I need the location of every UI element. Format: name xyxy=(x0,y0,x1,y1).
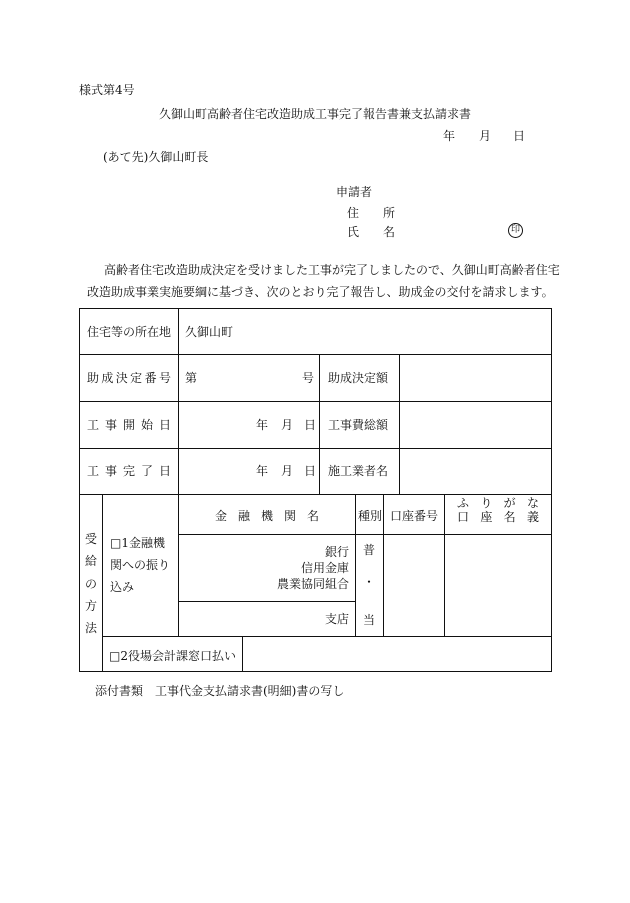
rule xyxy=(551,308,552,672)
contractor-label: 施工業者名 xyxy=(328,464,389,478)
label-char: が xyxy=(503,496,516,510)
address-char-1: 住 xyxy=(347,206,360,220)
attachments-note: 添付書類 工事代金支払請求書(明細)書の写し xyxy=(95,684,345,698)
start-year: 年 xyxy=(256,418,269,432)
application-table xyxy=(79,308,552,671)
label-char: の xyxy=(84,576,97,591)
label-char: 事 xyxy=(104,464,117,478)
seal-mark: 印 xyxy=(508,223,523,238)
rule xyxy=(319,354,320,494)
label-char: 機 xyxy=(260,509,273,523)
total-cost-label: 工事費総額 xyxy=(328,418,389,432)
label-char: 開 xyxy=(122,418,135,432)
label-char: 座 xyxy=(480,510,493,524)
body-text-line-1: 高齢者住宅改造助成決定を受けました工事が完了しましたので、久御山町高齢者住宅 xyxy=(104,263,560,277)
end-date-label xyxy=(87,465,171,477)
rule xyxy=(355,494,356,636)
label-char: ふ xyxy=(457,496,470,510)
receipt-method-label xyxy=(84,530,98,636)
rule xyxy=(178,308,179,636)
rule xyxy=(178,534,552,535)
account-name-header xyxy=(457,511,539,523)
date-month: 月 xyxy=(479,129,492,143)
bank-type-agricultural-coop: 農業協同組合 xyxy=(277,577,350,591)
rule xyxy=(79,401,552,402)
label-char: 法 xyxy=(84,621,97,635)
bank-type-bank: 銀行 xyxy=(325,545,350,559)
label-char: な xyxy=(526,496,539,510)
end-year: 年 xyxy=(256,464,269,478)
rule xyxy=(242,636,243,671)
location-value: 久御山町 xyxy=(185,325,234,339)
location-label: 住宅等の所在地 xyxy=(87,325,172,339)
label-char: 方 xyxy=(84,598,97,613)
label-char: 金 xyxy=(215,509,228,523)
start-month: 月 xyxy=(281,418,294,432)
option-bank-transfer-line-2: 関への振り xyxy=(110,558,171,572)
label-char: り xyxy=(480,496,493,510)
form-number: 様式第4号 xyxy=(79,83,135,97)
option-bank-transfer-line-3: 込み xyxy=(110,580,135,594)
rule xyxy=(79,448,552,449)
label-char: 融 xyxy=(237,509,250,523)
bank-type-credit-union: 信用金庫 xyxy=(301,561,350,575)
account-number-header: 口座番号 xyxy=(390,509,439,523)
account-type-ordinary: 普 xyxy=(363,543,376,557)
end-month: 月 xyxy=(281,464,294,478)
label-char: 決 xyxy=(115,371,128,385)
label-char: 完 xyxy=(122,464,135,478)
rule xyxy=(79,308,552,309)
label-char: 定 xyxy=(130,371,143,385)
applicant-label: 申請者 xyxy=(336,185,373,199)
label-char: 始 xyxy=(140,418,153,432)
account-type-separator: ・ xyxy=(363,575,376,589)
body-text-line-2: 改造助成事業実施要綱に基づき、次のとおり完了報告し、助成金の交付を請求します。 xyxy=(87,285,554,299)
label-char: 工 xyxy=(87,418,100,432)
rule xyxy=(444,494,445,636)
label-char: 義 xyxy=(526,510,539,524)
address-char-2: 所 xyxy=(383,206,396,220)
decision-number-label xyxy=(87,372,171,384)
rule xyxy=(79,671,552,672)
rule xyxy=(383,494,384,636)
label-char: 日 xyxy=(158,418,171,432)
decision-number-suffix: 号 xyxy=(302,371,315,385)
rule xyxy=(79,494,552,495)
rule xyxy=(102,636,552,637)
bank-name-header xyxy=(215,510,319,522)
rule xyxy=(79,354,552,355)
option-bank-transfer-line-1[interactable]: □1金融機 xyxy=(110,536,165,550)
addressee: (あて先)久御山町長 xyxy=(103,150,209,164)
label-char: 助 xyxy=(87,371,100,385)
start-date-label xyxy=(87,419,171,431)
label-char: 了 xyxy=(140,464,153,478)
start-day: 日 xyxy=(304,418,317,432)
label-char: 事 xyxy=(104,418,117,432)
label-char: 関 xyxy=(283,509,296,523)
type-header: 種別 xyxy=(358,509,383,523)
rule xyxy=(102,494,103,671)
name-char-2: 名 xyxy=(383,225,396,239)
decision-number-prefix: 第 xyxy=(185,371,198,385)
label-char: 名 xyxy=(503,510,516,524)
label-char: 号 xyxy=(158,371,171,385)
rule xyxy=(178,601,355,602)
date-year: 年 xyxy=(443,129,456,143)
date-day: 日 xyxy=(513,129,526,143)
label-char: 口 xyxy=(457,510,470,524)
account-type-current: 当 xyxy=(363,613,376,627)
end-day: 日 xyxy=(304,464,317,478)
label-char: 工 xyxy=(87,464,100,478)
label-char: 給 xyxy=(84,554,97,569)
document-title: 久御山町高齢者住宅改造助成工事完了報告書兼支払請求書 xyxy=(158,107,471,121)
label-char: 日 xyxy=(158,464,171,478)
branch-label: 支店 xyxy=(325,612,350,626)
label-char: 受 xyxy=(84,532,97,546)
rule xyxy=(79,308,80,672)
label-char: 成 xyxy=(101,371,114,385)
rule xyxy=(399,354,400,494)
name-char-1: 氏 xyxy=(347,225,360,239)
decision-amount-label: 助成決定額 xyxy=(328,371,389,385)
option-counter-payment[interactable]: □2役場会計課窓口払い xyxy=(109,649,236,663)
label-char: 名 xyxy=(306,509,319,523)
furigana-header xyxy=(457,497,539,509)
label-char: 番 xyxy=(144,371,157,385)
